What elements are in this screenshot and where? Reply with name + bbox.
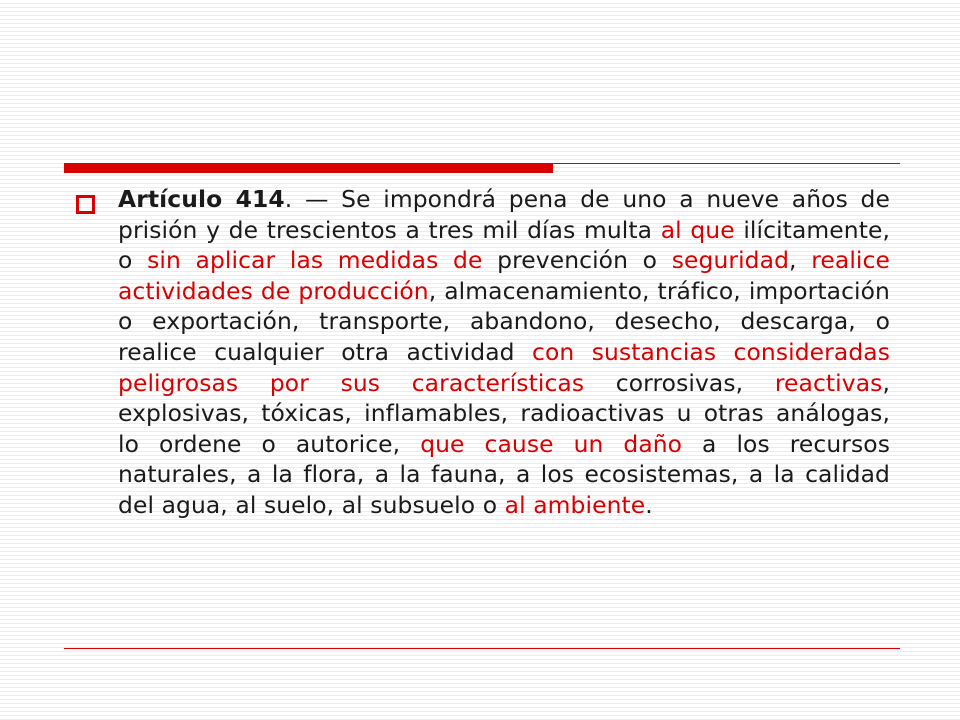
text-segment: ilícitamente, o [118, 215, 890, 275]
text-segment: corrosivas, [584, 368, 775, 397]
highlighted-phrase: sin aplicar las medidas de [147, 246, 483, 275]
text-segment: , explosivas, tóxicas, inflamables, radioactivas u otras análogas, lo ordene o autorice, [118, 368, 890, 458]
highlighted-phrase: realice actividades de producción [118, 246, 890, 305]
highlighted-phrase: que cause un daño [420, 429, 683, 458]
highlighted-phrase: seguridad [671, 246, 790, 275]
text-segment: . [645, 490, 653, 519]
article-paragraph [118, 184, 890, 521]
text-segment: a los recursos naturales, a la flora, a la fauna, a los ecosistemas, a la calidad del agua, al suelo, al subsuelo o [118, 429, 890, 519]
top-accent-bar [64, 163, 553, 173]
top-divider-line [553, 163, 900, 164]
highlighted-phrase: reactivas [774, 368, 883, 397]
text-segment: . — Se impondrá pena de uno a nueve años de prisión y de trescientos a tres mil días multa [118, 185, 890, 244]
bottom-divider-line [64, 648, 900, 649]
text-segment: , [789, 246, 812, 275]
highlighted-phrase: con sustancias consideradas peligrosas por sus características [118, 337, 890, 397]
highlighted-phrase: al ambiente [504, 490, 646, 519]
highlighted-phrase: al que [660, 215, 735, 244]
text-segment: , almacenamiento, tráfico, importación o exportación, transporte, abandono, desecho, descarga, o realice cualquier otra actividad [118, 276, 890, 366]
article-heading: Artículo 414 [118, 185, 285, 213]
hollow-square-bullet-icon [76, 195, 95, 214]
text-segment: prevención o [482, 246, 672, 275]
